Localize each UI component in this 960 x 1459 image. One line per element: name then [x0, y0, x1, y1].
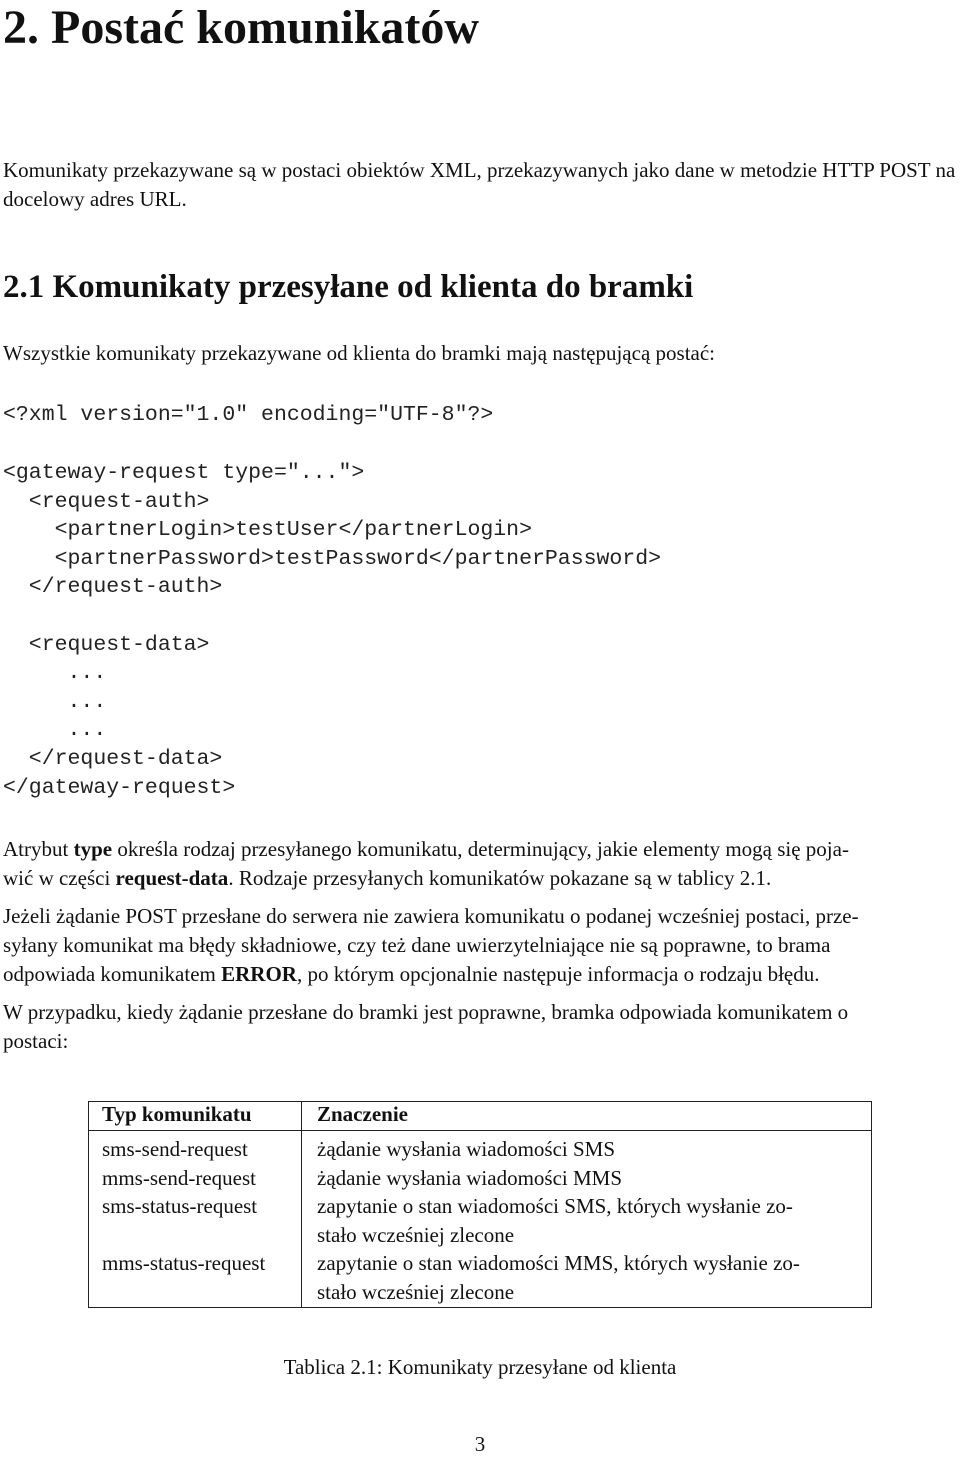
code-line: <partnerLogin>testUser</partnerLogin>: [3, 518, 532, 543]
message-types-table: [88, 1101, 872, 1308]
code-line: ...: [3, 661, 107, 686]
table-row: [317, 1135, 800, 1306]
code-line: <partnerPassword>testPassword</partnerPassword>: [3, 546, 662, 571]
code-line: ...: [3, 689, 107, 714]
meaning-cell: stało wcześniej zlecone: [317, 1279, 515, 1304]
type-cell: sms-status-request: [102, 1194, 258, 1218]
meaning-cell: zapytanie o stan wiadomości MMS, których wysłanie zo-: [317, 1251, 800, 1275]
code-line: <gateway-request type="...">: [3, 461, 365, 485]
code-line: <request-data>: [3, 632, 210, 657]
code-line: [3, 602, 661, 631]
meaning-cell: żądanie wysłania wiadomości SMS: [317, 1137, 616, 1161]
code-line: <request-auth>: [3, 489, 210, 514]
meaning-cell: stało wcześniej zlecone: [317, 1222, 515, 1247]
type-cell: mms-send-request: [102, 1165, 256, 1190]
table-header-divider: [89, 1130, 871, 1131]
error-keyword: ERROR: [221, 962, 297, 986]
type-keyword: type: [73, 837, 113, 861]
xml-declaration: <?xml version="1.0" encoding="UTF-8"?>: [3, 403, 494, 427]
page-number: 3: [474, 1432, 486, 1456]
table-column-divider: [301, 1102, 302, 1307]
meaning-cell: żądanie wysłania wiadomości MMS: [317, 1165, 623, 1190]
subsection-intro: Wszystkie komunikaty przekazywane od klienta do bramki mają następującą postać:: [3, 341, 716, 365]
subsection-title: 2.1 Komunikaty przesyłane od klienta do bramki: [3, 269, 694, 305]
type-cell: mms-status-request: [102, 1251, 266, 1275]
table-row: [102, 1135, 265, 1278]
code-line: </request-data>: [3, 746, 223, 771]
meaning-cell: zapytanie o stan wiadomości SMS, których wysłanie zo-: [317, 1194, 793, 1218]
request-data-keyword: request-data: [115, 866, 229, 890]
code-line: </gateway-request>: [3, 775, 236, 800]
code-block: [3, 459, 661, 802]
code-line: </request-auth>: [3, 575, 223, 600]
type-cell: sms-send-request: [102, 1137, 248, 1161]
intro-paragraph: Komunikaty przekazywane są w postaci obiektów XML, przekazywanych jako dane w metodzie HTTP POST na docelowy adres URL.: [3, 158, 956, 211]
section-title: 2. Postać komunikatów: [3, 1, 480, 54]
success-paragraph: W przypadku, kiedy żądanie przesłane do bramki jest poprawne, bramka odpowiada komunikatem o postaci:: [3, 1000, 849, 1053]
type-attribute-paragraph: Atrybut type określa rodzaj przesyłanego komunikatu, determinujący, jakie elementy mogą się poja- wić w części request-data. Rodzaje przesyłanych komunikatów pokazane są w tablicy 2.1.: [3, 837, 849, 890]
table-header-type: Typ komunikatu: [102, 1102, 252, 1126]
table-header-meaning: Znaczenie: [317, 1102, 408, 1126]
error-paragraph: Jeżeli żądanie POST przesłane do serwera nie zawiera komunikatu o podanej wcześniej postaci, prze- syłany komunikat ma błędy składniowe, czy też dane uwierzytelniające nie są poprawne, to brama odpowiada komunikatem ERROR, po którym opcjonalnie następuje informacja o rodzaju błędu.: [3, 904, 859, 986]
table-caption: Tablica 2.1: Komunikaty przesyłane od klienta: [283, 1355, 677, 1379]
code-line: ...: [3, 718, 107, 743]
